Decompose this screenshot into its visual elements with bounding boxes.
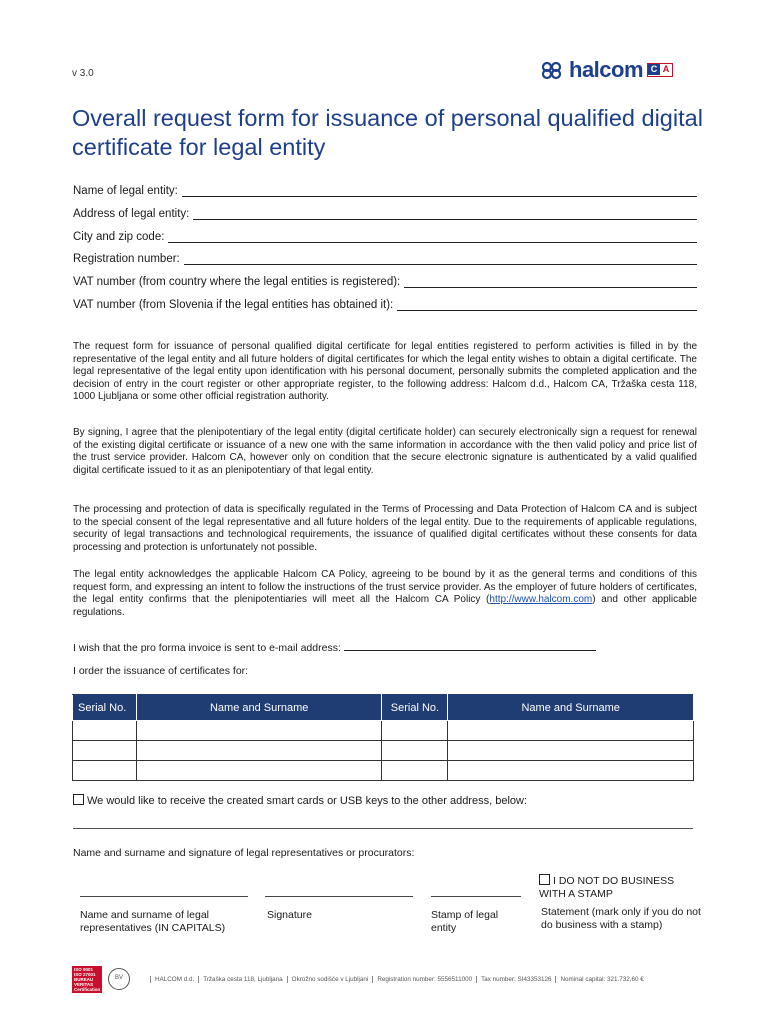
table-row [73, 721, 694, 741]
policy-text-after: ) and other applicable regulations. [73, 594, 697, 618]
smart-cards-row [73, 794, 527, 807]
no-stamp-checkbox[interactable] [539, 874, 550, 885]
field-line[interactable] [168, 231, 697, 243]
table-cell[interactable] [382, 741, 448, 761]
table-cell[interactable] [136, 721, 382, 741]
legal-entity-address-field[interactable] [73, 204, 697, 220]
no-stamp-row [539, 874, 699, 901]
field-label: VAT number (from country where the legal entities is registered): [73, 276, 401, 288]
name-representatives-label: Name and surname of legal representatives (IN CAPITALS) [80, 909, 226, 934]
field-line[interactable] [182, 185, 697, 197]
vat-number-slovenia-field[interactable] [73, 295, 697, 311]
stamp-label: Stamp of legal entity [431, 909, 499, 934]
table-cell[interactable] [136, 761, 382, 781]
halcom-logo-mark-icon [540, 60, 568, 80]
stamp-line[interactable] [431, 896, 521, 897]
email-request-row [73, 641, 596, 654]
table-cell[interactable] [448, 741, 694, 761]
footer-item: HALCOM d.d. [150, 976, 198, 983]
email-request-label: I wish that the pro forma invoice is sent to e-mail address: [73, 642, 341, 654]
field-line[interactable] [404, 276, 697, 288]
footer-item: Okrožno sodišče v Ljubljani [287, 976, 373, 983]
registration-number-field[interactable] [73, 249, 697, 265]
table-cell[interactable] [448, 721, 694, 741]
smart-cards-label: We would like to receive the created smart cards or USB keys to the other address, below: [87, 795, 527, 807]
footer-item: Nominal capital: 321.732,60 € [555, 976, 647, 983]
email-input-line[interactable] [344, 641, 596, 651]
signature-line[interactable] [265, 896, 413, 897]
halcom-website-link[interactable]: http://www.halcom.com [489, 594, 593, 606]
table-cell[interactable] [448, 761, 694, 781]
no-stamp-label: I DO NOT DO BUSINESS WITH A STAMP [539, 875, 675, 900]
vat-number-country-field[interactable] [73, 272, 697, 288]
smart-cards-checkbox[interactable] [73, 794, 84, 805]
table-header-row [73, 695, 694, 721]
page-title: Overall request form for issuance of personal qualified digital certificate for legal entity [72, 105, 703, 160]
column-header-serial: Serial No. [73, 695, 137, 721]
table-cell[interactable] [382, 721, 448, 741]
table-cell[interactable] [136, 741, 382, 761]
table-row [73, 741, 694, 761]
column-header-name: Name and Surname [136, 695, 382, 721]
halcom-logo [540, 58, 700, 82]
table-cell[interactable] [73, 721, 137, 741]
field-label: City and zip code: [73, 231, 165, 243]
logo-wordmark: halcom [569, 57, 644, 82]
footer-company-info [150, 976, 648, 983]
paragraph-data-protection: The processing and protection of data is specifically regulated in the Terms of Processing and Data Protection of Halcom CA and is subject to the special consent of the legal representative and all future holders of the legal entity. Due to the requirements of applicable regulations, security of legal transactions and technological requirements, the issuance of qualified digital certificates without these consents for data processing and protection is unfortunately not possible. [73, 504, 697, 553]
field-label: Name of legal entity: [73, 185, 178, 197]
paragraph-request-form: The request form for issuance of personal qualified digital certificate for legal entities registered to perform activities is filled in by the representative of the legal entity and all future holders of digital certificates for which the legal entity wishes to obtain a digital certificate. The legal representative of the legal entity upon identification with his personal document, personally submits the completed application and the decision of entry in the court register or other appropriate register, to the following address: Halcom d.d., Halcom CA, Tržaška cesta 118, 1000 Ljubljana or some other official registration authority. [73, 341, 697, 403]
field-line[interactable] [397, 299, 697, 311]
name-signature-line[interactable] [80, 896, 248, 897]
table-cell[interactable] [382, 761, 448, 781]
field-label: Registration number: [73, 253, 180, 265]
field-label: Address of legal entity: [73, 208, 190, 220]
signature-label: Signature [267, 909, 312, 921]
policy-text-before: The legal entity acknowledges the applicable Halcom CA Policy, agreeing to be bound by it as the general terms and conditions of this request form, and expressing an intent to follow the instructions of the trust service provider. As the employer of future holders of certificates, the legal entity confirms that the plenipotentiaries will meet all the Halcom CA Policy ( [73, 569, 697, 606]
version-label: v 3.0 [72, 68, 94, 79]
logo-ca-c: C [648, 64, 660, 75]
footer [72, 964, 697, 994]
certificates-table [72, 694, 694, 781]
footer-item: Tržaška cesta 118, Ljubljana [198, 976, 286, 983]
signature-intro: Name and surname and signature of legal representatives or procurators: [73, 847, 415, 859]
footer-item: Tax number: SI43353126 [476, 976, 555, 983]
order-text: I order the issuance of certificates for: [73, 665, 249, 677]
column-header-name: Name and Surname [448, 695, 694, 721]
statement-label: Statement (mark only if you do not do business with a stamp) [541, 906, 701, 931]
iso-badge: ISO 9001 ISO 27001 BUREAU VERITAS Certification [74, 966, 101, 992]
city-zip-field[interactable] [73, 227, 697, 243]
table-cell[interactable] [73, 741, 137, 761]
column-header-serial: Serial No. [382, 695, 448, 721]
other-address-line[interactable] [73, 828, 693, 829]
certification-logo [72, 965, 142, 993]
table-cell[interactable] [73, 761, 137, 781]
logo-ca-a: A [660, 64, 672, 75]
bureau-veritas-icon: BV [108, 968, 130, 990]
footer-item: Registration number: 5556511000 [372, 976, 476, 983]
legal-entity-name-field[interactable] [73, 181, 697, 197]
table-row [73, 761, 694, 781]
logo-ca-badge [647, 63, 673, 77]
paragraph-signing-consent: By signing, I agree that the plenipotentiary of the legal entity (digital certificate holder) can securely electronically sign a request for renewal of the existing digital certificate or issuance of a new one with the same information in accordance with the then valid policy and price list of the trust service provider. Halcom CA, however only on condition that the secure electronic signature is authenticated by a valid qualified digital certificate issued to it as an plenipotentiary of that legal entity. [73, 427, 697, 476]
paragraph-policy [73, 569, 697, 619]
field-line[interactable] [193, 208, 697, 220]
field-line[interactable] [184, 253, 697, 265]
field-label: VAT number (from Slovenia if the legal entities has obtained it): [73, 299, 394, 311]
